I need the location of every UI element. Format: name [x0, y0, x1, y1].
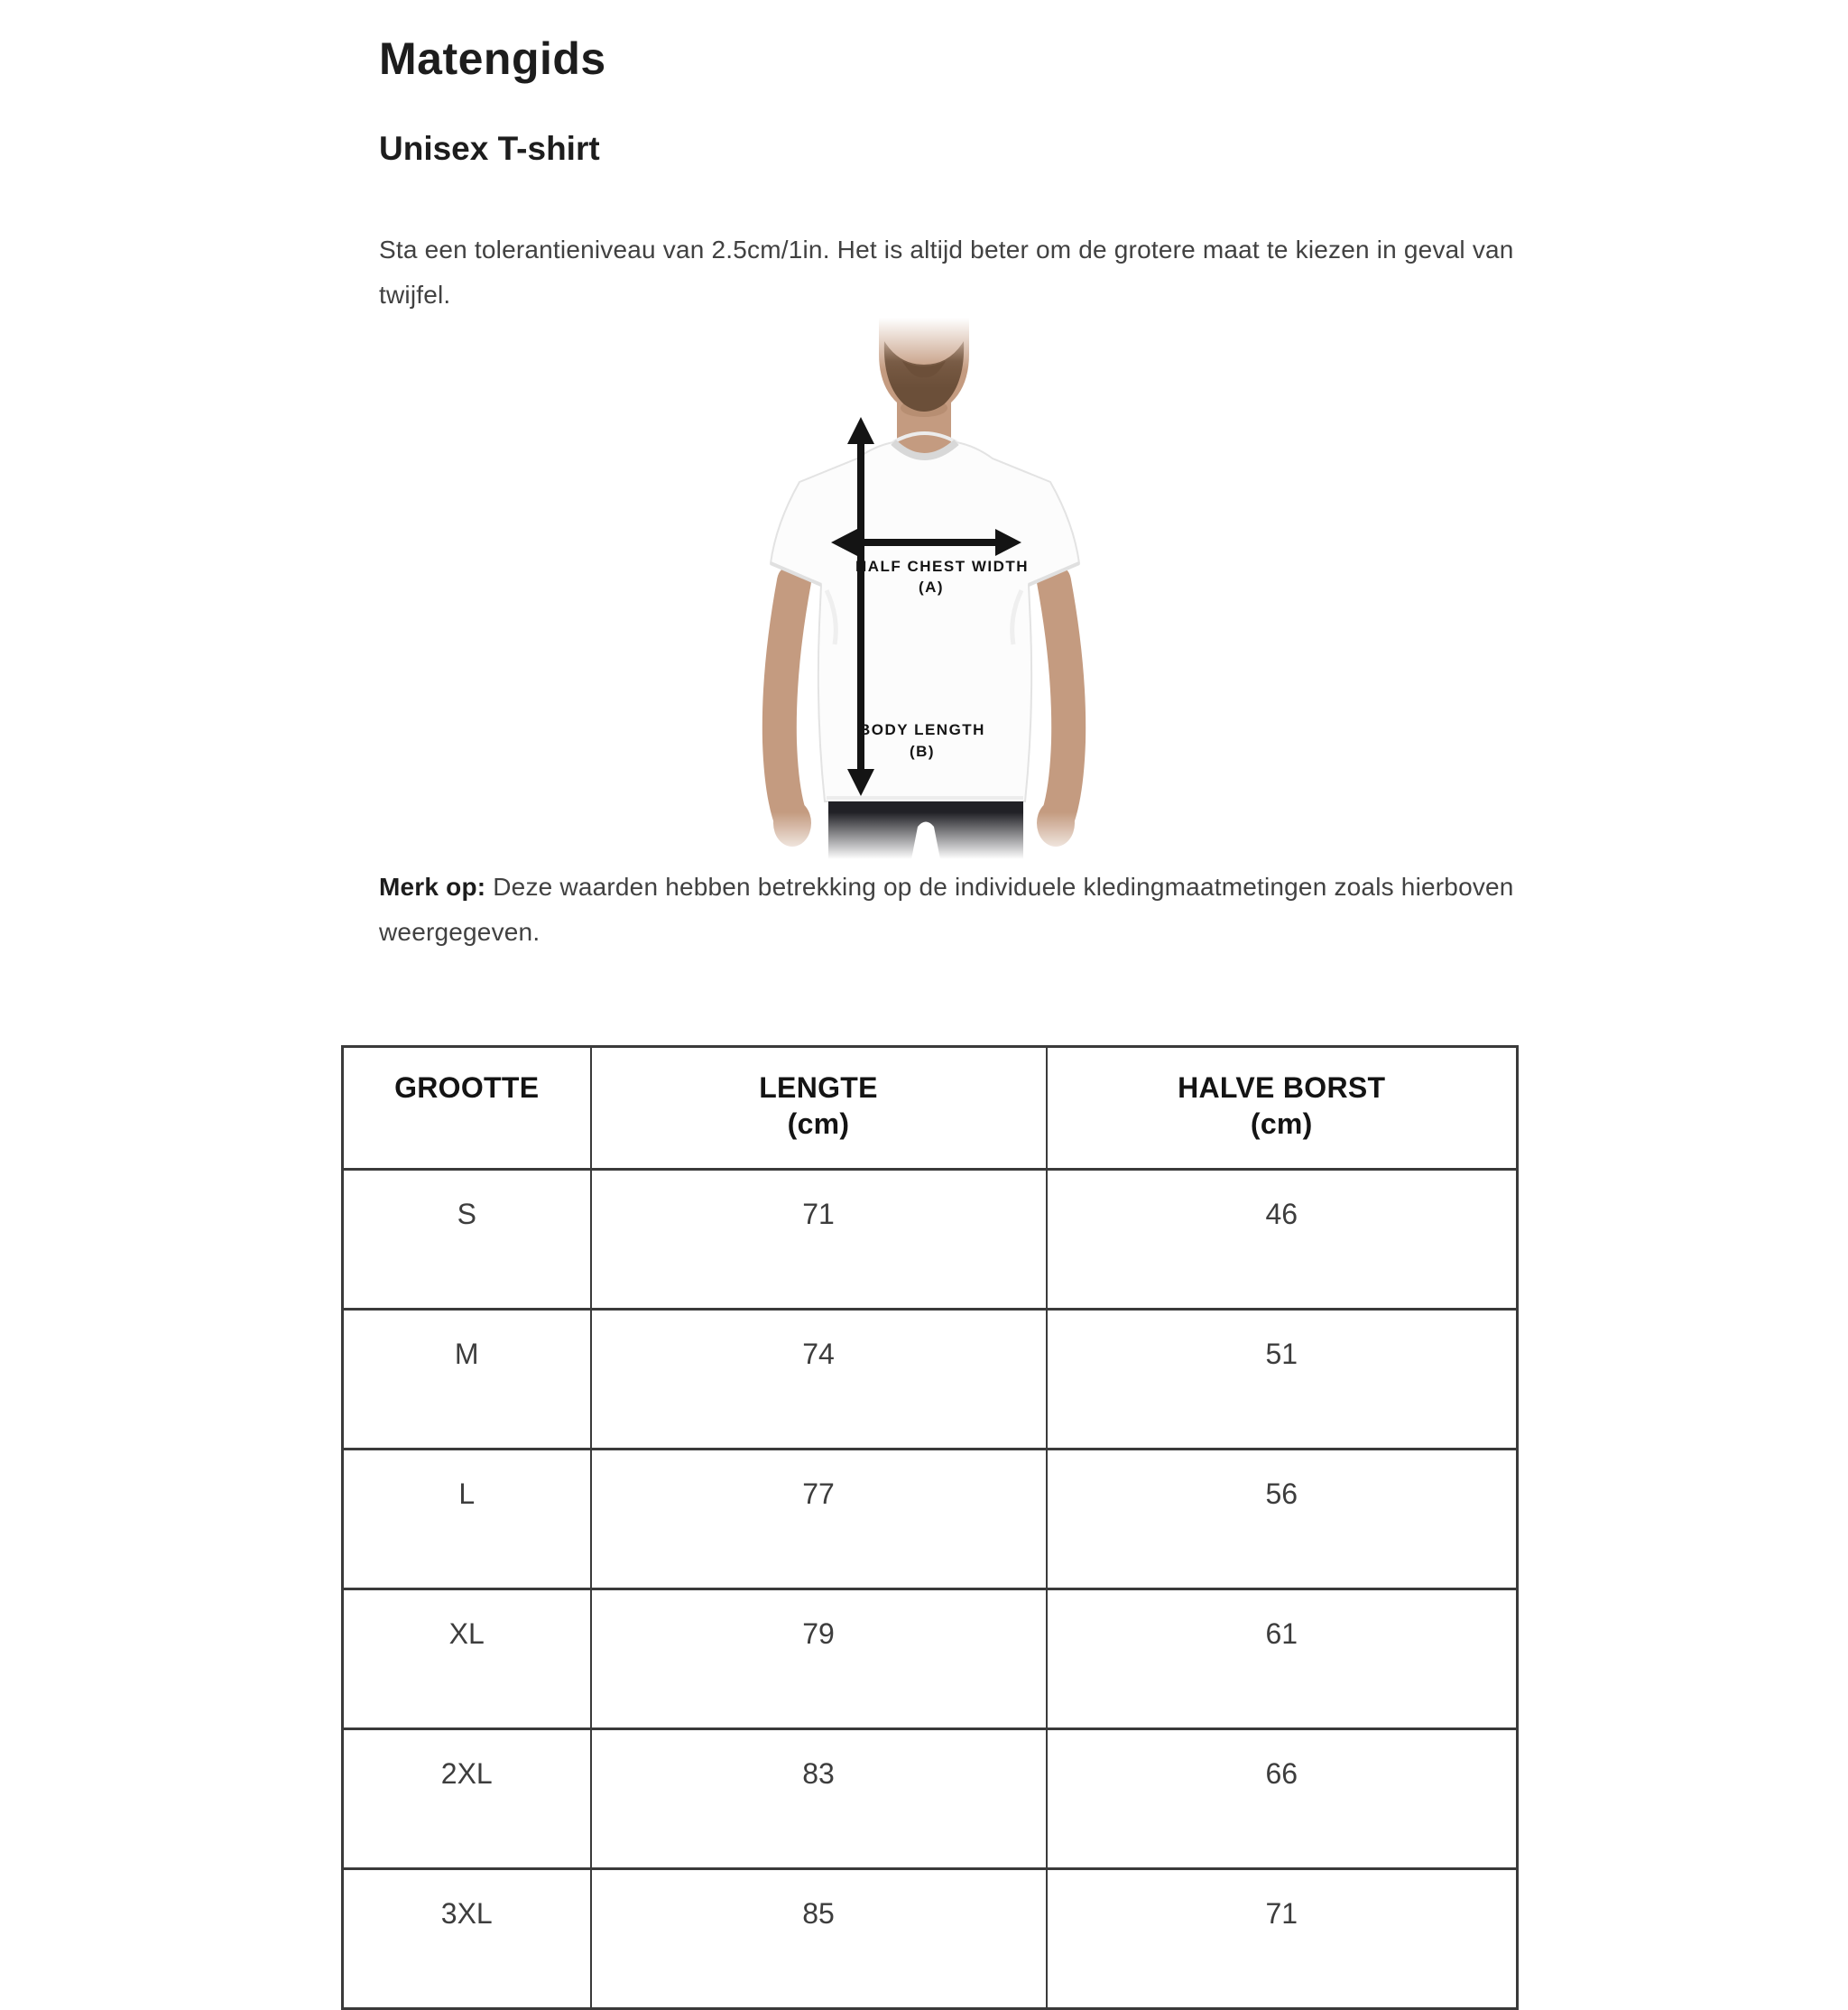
lengte-cell: 71 [591, 1170, 1047, 1310]
halve-borst-cell: 51 [1047, 1310, 1518, 1450]
lengte-cell: 74 [591, 1310, 1047, 1450]
size-guide-page [0, 34, 1848, 2010]
table-row [343, 1450, 1518, 1589]
lengte-cell: 85 [591, 1869, 1047, 2009]
product-subtitle: Unisex T-shirt [379, 130, 600, 167]
size-cell: 2XL [343, 1729, 591, 1869]
half-chest-code: (A) [918, 579, 945, 596]
header-grootte: GROOTTE [343, 1047, 591, 1170]
table-row [343, 1729, 1518, 1869]
tshirt-measurement-figure [0, 318, 1848, 859]
lengte-cell: 77 [591, 1450, 1047, 1589]
half-chest-label: HALF CHEST WIDTH [855, 558, 1030, 575]
body-length-code: (B) [909, 743, 936, 760]
body-length-label: BODY LENGTH [859, 721, 985, 738]
photo-bottom-fade [721, 812, 1127, 859]
size-table [341, 1045, 1519, 2010]
halve-borst-cell: 66 [1047, 1729, 1518, 1869]
size-cell: XL [343, 1589, 591, 1729]
header-lengte: LENGTE (cm) [591, 1047, 1047, 1170]
size-cell: L [343, 1450, 591, 1589]
table-row [343, 1310, 1518, 1450]
table-header-row [343, 1047, 1518, 1170]
halve-borst-cell: 56 [1047, 1450, 1518, 1589]
tolerance-text: Sta een tolerantieniveau van 2.5cm/1in. Het is altijd beter om de grotere maat te kiezen in geval van twijfel. [379, 236, 1514, 309]
halve-borst-cell: 61 [1047, 1589, 1518, 1729]
tshirt-model-illustration [671, 318, 1177, 859]
size-cell: 3XL [343, 1869, 591, 2009]
page-title: Matengids [379, 33, 606, 84]
note-body: Deze waarden hebben betrekking op de individuele kledingmaatmetingen zoals hierboven weergegeven. [379, 873, 1514, 946]
halve-borst-cell: 46 [1047, 1170, 1518, 1310]
table-row [343, 1170, 1518, 1310]
note-label: Merk op: [379, 873, 486, 901]
header-halve-borst: HALVE BORST (cm) [1047, 1047, 1518, 1170]
table-row [343, 1869, 1518, 2009]
lengte-cell: 83 [591, 1729, 1047, 1869]
halve-borst-cell: 71 [1047, 1869, 1518, 2009]
table-row [343, 1589, 1518, 1729]
lengte-cell: 79 [591, 1589, 1047, 1729]
size-cell: M [343, 1310, 591, 1450]
size-cell: S [343, 1170, 591, 1310]
note-text [379, 865, 1525, 955]
